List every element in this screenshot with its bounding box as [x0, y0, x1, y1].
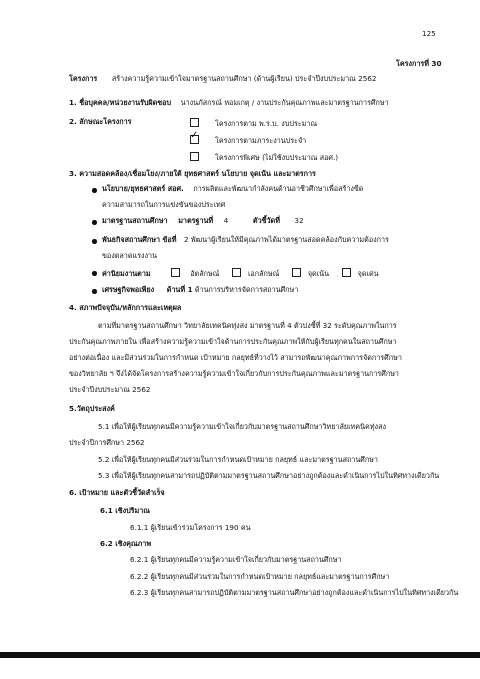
reason-line-1: ตามที่มาตรฐานสถานศึกษา วิทยาลัยเทคนิคทุ่งสง มาตรฐานที่ 4 ตัวบ่งชี้ที่ 32 ระดับคุณภาพในการ — [98, 321, 397, 330]
section-5-label: 5.วัตถุประสงค์ — [69, 404, 115, 413]
section-6-label: 6. เป้าหมาย และตัวชี้วัดสำเร็จ — [69, 488, 165, 497]
reason-line-2: ประกันคุณภาพภายใน เพื่อสร้างความรู้ความเข้าใจด้านการประกันคุณภาพให้กับผู้เรียนทุกคนในสถานศึกษา — [69, 337, 397, 346]
checkbox — [190, 135, 199, 144]
policy-line-2: ความสามารถในการแข่งขันของประเทศ — [102, 200, 226, 209]
quantitative-item: 6.1.1 ผู้เรียนเข้าร่วมโครงการ 190 คน — [130, 523, 251, 532]
section-1-label: 1. ชื่อบุคคล/หน่วยงานรับผิดชอบ — [69, 98, 172, 107]
sufficiency-line: เศรษฐกิจพอเพียง ด้านที่ 1 ด้านการบริหารจัดการสถานศึกษา — [102, 285, 299, 294]
section-1 — [69, 99, 389, 108]
standard-line: มาตรฐานสถานศึกษา มาตรฐานที่ 4 ตัวชี้วัดที่ 32 — [102, 216, 304, 225]
bullet-icon — [92, 271, 97, 276]
reason-line-4: ของวิทยาลัย ฯ จึงได้จัดโครงการสร้างความรู้ความเข้าใจเกี่ยวกับการประกันคุณภาพและมาตรฐานการศึกษา — [69, 369, 399, 378]
quantitative-label: 6.1 เชิงปริมาณ — [100, 506, 150, 515]
bullet-icon — [92, 188, 97, 193]
objective-5-3: 5.3 เพื่อให้ผู้เรียนทุกคนสามารถปฏิบัติตามมาตรฐานสถานศึกษาอย่างถูกต้องและดำเนินการไปในทิศทางเดียวกัน — [98, 471, 440, 480]
objective-5-1: 5.1 เพื่อให้ผู้เรียนทุกคนมีความรู้ความเข้าใจเกี่ยวกับมาตรฐานสถานศึกษาวิทยาลัยเทคนิคทุ่งสง — [98, 422, 386, 431]
checkbox — [171, 268, 180, 277]
checkbox — [292, 268, 301, 277]
project-title — [69, 75, 376, 84]
section-1-value: นางนภัสกรณ์ หอมเกตุ / งานประกันคุณภาพและมาตรฐานการศึกษา — [180, 98, 389, 107]
project-label: โครงการ — [69, 74, 98, 83]
bullet-icon — [92, 289, 97, 294]
qualitative-item-1: 6.2.1 ผู้เรียนทุกคนมีความรู้ความเข้าใจเกี่ยวกับมาตรฐานสถานศึกษา — [130, 555, 342, 564]
project-type-option-3: โครงการพิเศษ (ไม่ใช้งบประมาณ สอศ.) — [190, 152, 338, 163]
objective-5-1-cont: ประจำปีการศึกษา 2562 — [69, 438, 145, 447]
qualitative-item-2: 6.2.2 ผู้เรียนทุกคนมีส่วนร่วมในการกำหนดเป้าหมาย กลยุทธ์และมาตรฐานการศึกษา — [130, 572, 390, 581]
section-4-label: 4. สภาพปัจจุบัน/หลักการและเหตุผล — [69, 303, 182, 312]
reason-line-5: ประจำปีงบประมาณ 2562 — [69, 385, 151, 394]
project-type-option-1: โครงการตาม พ.ร.บ. งบประมาณ — [190, 118, 317, 129]
section-2-label: 2. ลักษณะโครงการ — [69, 117, 132, 126]
checkbox — [232, 268, 241, 277]
project-number: โครงการที่ 30 — [396, 59, 442, 68]
section-3-label: 3. ความสอดคล้อง/เชื่อมโยง/ภายใต้ ยุทธศาสตร์ นโยบาย จุดเน้น และมาตรการ — [69, 169, 316, 178]
policy-line: นโยบาย/ยุทธศาสตร์ สอศ. การผลิตและพัฒนากำลังคนด้านอาชีวศึกษาเพื่อสร้างขีด — [102, 184, 364, 193]
page-number: 125 — [422, 29, 436, 38]
qualitative-item-3: 6.2.3 ผู้เรียนทุกคนสามารถปฏิบัติตามมาตรฐานสถานศึกษาอย่างถูกต้องและดำเนินการไปในทิศทางเดียวกัน — [130, 588, 459, 597]
bullet-icon — [92, 239, 97, 244]
bottom-border — [0, 652, 480, 658]
values-line: ค่านิยมงานตาม อัตลักษณ์ เอกลักษณ์ จุดเน้น จุดเด่น — [102, 269, 379, 278]
project-type-option-2: ✓โครงการตามภาระงานประจำ — [190, 135, 306, 146]
reason-line-3: อย่างต่อเนื่อง และมีส่วนร่วมในการกำหนด เป้าหมาย กลยุทธ์ที่วางไว้ สามารถพัฒนาคุณภาพการจัดการศึกษา — [69, 353, 402, 362]
checkbox — [190, 118, 199, 127]
bullet-icon — [92, 220, 97, 225]
mission-line: พันธกิจสถานศึกษา ข้อที่ 2 พัฒนาผู้เรียนให้มีคุณภาพได้มาตรฐานสอดคล้องกับความต้องการ — [102, 235, 389, 244]
project-name: สร้างความรู้ความเข้าใจมาตรฐานสถานศึกษา (ด้านผู้เรียน) ประจำปีงบประมาณ 2562 — [111, 74, 377, 83]
checkbox — [342, 268, 351, 277]
qualitative-label: 6.2 เชิงคุณภาพ — [100, 539, 152, 548]
objective-5-2: 5.2 เพื่อให้ผู้เรียนทุกคนมีส่วนร่วมในการกำหนดเป้าหมาย กลยุทธ์ และมาตรฐานสถานศึกษา — [98, 455, 378, 464]
mission-line-2: ของตลาดแรงงาน — [102, 251, 157, 260]
checkbox — [190, 152, 199, 161]
